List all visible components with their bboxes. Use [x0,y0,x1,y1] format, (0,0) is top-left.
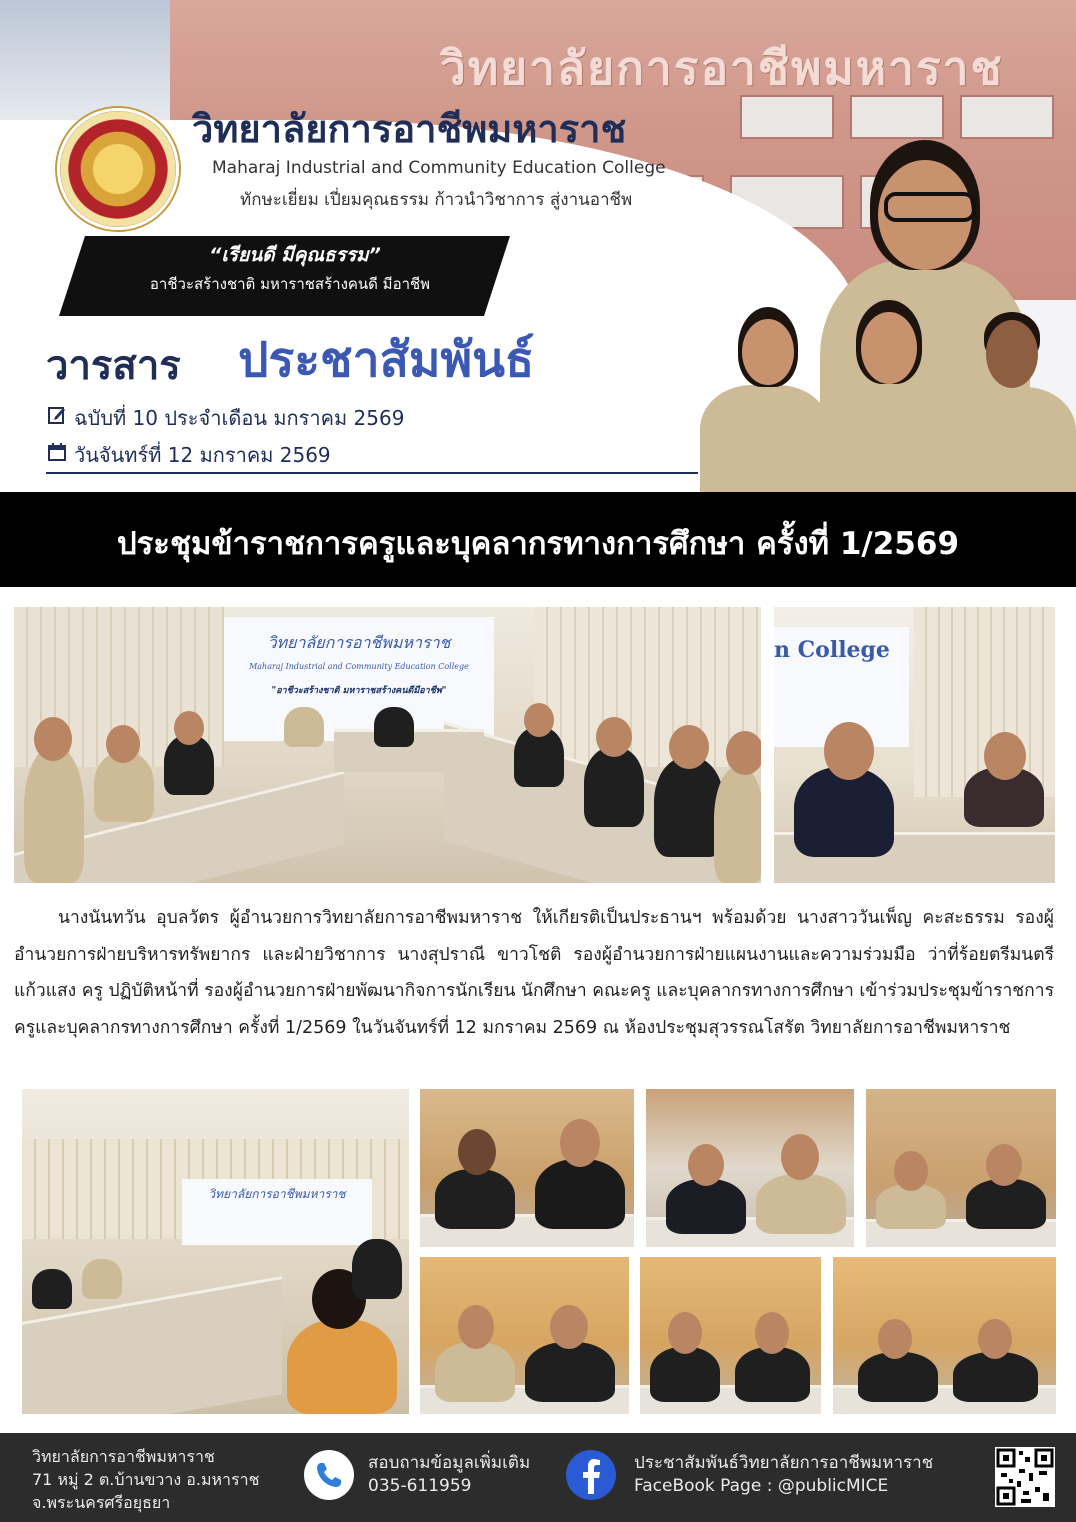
meeting-photo-3 [646,1089,854,1247]
deputy-portrait-2 [818,300,958,492]
qr-code-icon[interactable] [995,1447,1055,1507]
college-name-thai: วิทยาลัยการอาชีพมหาราช [192,107,627,151]
date-text: วันจันทร์ที่ 12 มกราคม 2569 [74,443,331,467]
header [0,0,1076,492]
article-body: นางนันทวัน อุบลวัตร ผู้อำนวยการวิทยาลัยการอาชีพมหาราช ให้เกียรติเป็นประธานฯ พร้อมด้วย นางสาววันเพ็ญ คะสะธรรม รองผู้อำนวยการฝ่ายบริหารทรัพยากร และฝ่ายวิชาการ นางสุปราณี ขาวโชติ รองผู้อำนวยการฝ่ายแผนงานและความร่วมมือ ว่าที่ร้อยตรีมนตรี แก้วแสง ครู ปฏิบัติหน้าที่ รองผู้อำนวยการฝ่ายพัฒนากิจการนักเรียน นักศึกษา คณะครู และบุคลากรทางการศึกษา เข้าร่วมประชุมข้าราชการครูและบุคลากรทางการศึกษา ครั้งที่ 1/2569 ในวันจันทร์ที่ 12 มกราคม 2569 ณ ห้องประชุมสุวรรณโสรัต วิทยาลัยการอาชีพมหาราช [14,908,1054,1038]
meeting-photo-7 [833,1257,1056,1414]
meeting-banner-slogan: "อาชีวะสร้างชาติ มหาราชสร้างคนดีมีอาชีพ" [271,686,447,696]
meeting-banner-thai: วิทยาลัยการอาชีพมหาราช [267,633,451,652]
facebook-page[interactable]: FaceBook Page : @publicMICE [634,1476,889,1496]
meeting-photo-2 [420,1089,634,1247]
magazine-word: วารสาร [46,343,181,389]
headline: ประชุมข้าราชการครูและบุคลากรทางการศึกษา ครั้งที่ 1/2569 [116,526,960,562]
slogan-main: “เรียนดี มีคุณธรรม” [209,244,381,266]
meeting-photo-4 [866,1089,1056,1247]
contact-phone[interactable]: 035-611959 [368,1476,472,1496]
meeting-photo-6 [640,1257,821,1414]
issue-text: ฉบับที่ 10 ประจำเดือน มกราคม 2569 [74,406,405,430]
footer-address-3: จ.พระนครศรีอยุธยา [32,1493,171,1512]
edit-icon [46,405,68,430]
building-sign: วิทยาลัยการอาชีพมหาราช [440,41,1004,95]
meeting-photo-5 [420,1257,629,1414]
college-logo [57,108,179,230]
contact-label: สอบถามข้อมูลเพิ่มเติม [368,1453,531,1473]
side-banner: n College [774,627,909,747]
meeting-photo-wide [22,1089,409,1414]
facebook-icon [566,1450,616,1500]
meeting-banner-english: Maharaj Industrial and Community Education College [249,662,469,671]
college-name-english: Maharaj Industrial and Community Education College [212,158,666,178]
date-line [46,439,331,471]
deputy-portrait-3 [948,312,1076,492]
meeting-photo-side [774,607,1055,883]
header-divider [46,472,698,474]
meeting-photo-main [14,607,761,883]
footer-address-1: วิทยาลัยการอาชีพมหาราช [32,1447,215,1466]
wide-banner: วิทยาลัยการอาชีพมหาราช [182,1179,372,1245]
facebook-label: ประชาสัมพันธ์วิทยาลัยการอาชีพมหาราช [634,1453,934,1473]
issue-line [46,402,404,434]
phone-icon [304,1450,354,1500]
calendar-icon [46,442,68,467]
deputy-portrait-1 [700,305,830,492]
magazine-title: ประชาสัมพันธ์ [238,332,535,388]
college-motto: ทักษะเยี่ยม เปี่ยมคุณธรรม ก้าวนำวิชาการ สู่งานอาชีพ [240,190,633,210]
slogan-sub: อาชีวะสร้างชาติ มหาราชสร้างคนดี มีอาชีพ [149,275,431,293]
footer-address-2: 71 หมู่ 2 ต.บ้านขวาง อ.มหาราช [32,1470,260,1489]
